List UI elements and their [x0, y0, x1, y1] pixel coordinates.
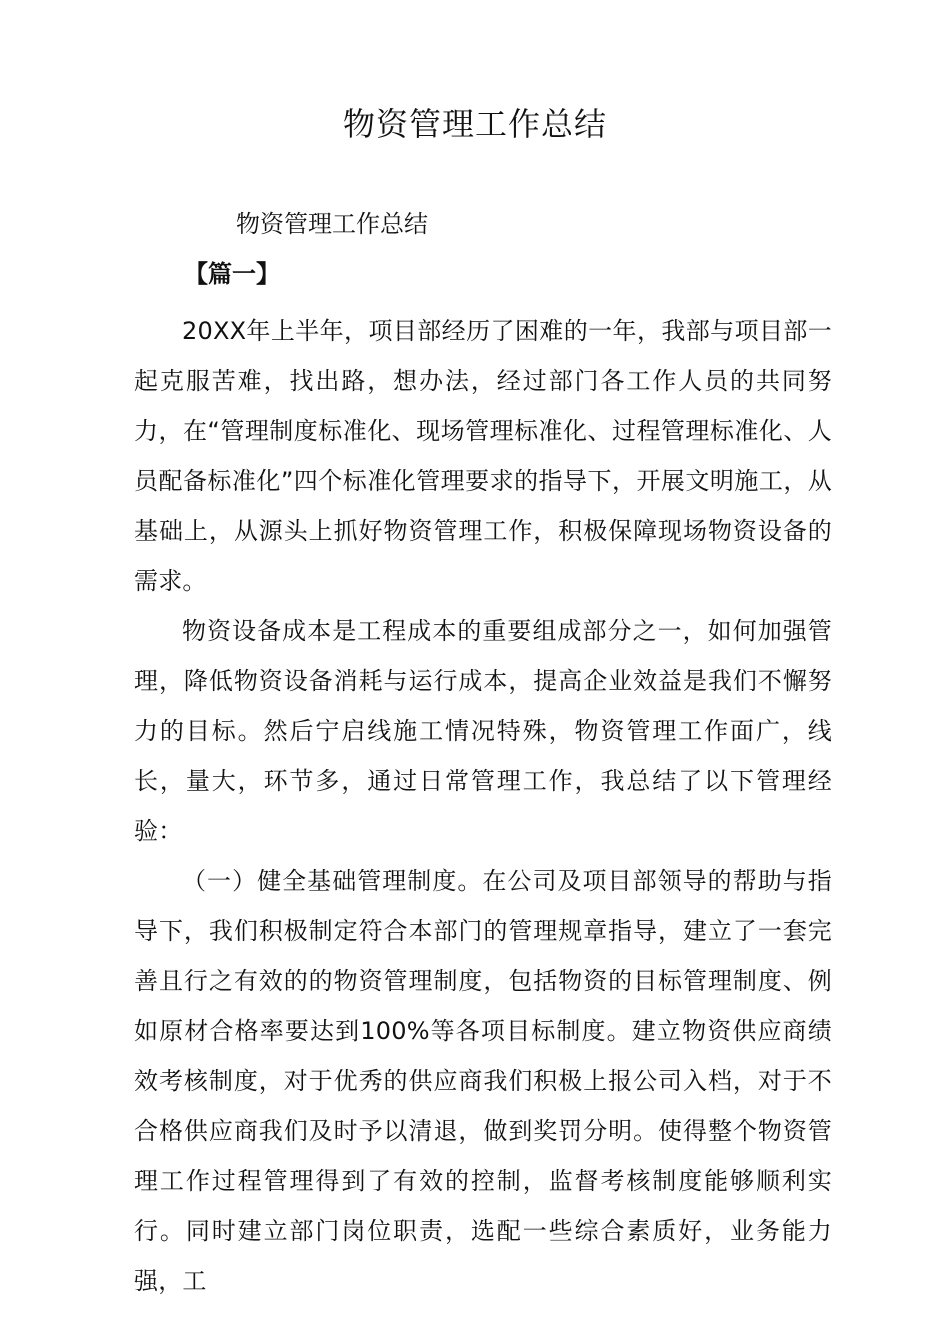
document-subtitle: 物资管理工作总结 [236, 210, 428, 238]
document-title: 物资管理工作总结 [342, 105, 607, 143]
section-label: 【篇一】 [184, 260, 280, 288]
paragraph-3: （一）健全基础管理制度。在公司及项目部领导的帮助与指导下，我们积极制定符合本部门的管理规章指导，建立了一套完善且行之有效的的物资管理制度，包括物资的目标管理制度、例如原材合格率要达到100%等各项目标制度。建立物资供应商绩效考核制度，对于优秀的供应商我们积极上报公司入档，对于不合格供应商我们及时予以清退，做到奖罚分明。使得整个物资管理工作过程管理得到了有效的控制，监督考核制度能够顺利实行。同时建立部门岗位职责，选配一些综合素质好，业务能力强，工 [134, 867, 832, 1295]
document-body [134, 306, 832, 1306]
paragraph-1: 20XX年上半年，项目部经历了困难的一年，我部与项目部一起克服苦难，找出路，想办法，经过部门各工作人员的共同努力，在“管理制度标准化、现场管理标准化、过程管理标准化、人员配备标准化”四个标准化管理要求的指导下，开展文明施工，从基础上，从源头上抓好物资管理工作，积极保障现场物资设备的需求。 [134, 317, 832, 595]
paragraph-2: 物资设备成本是工程成本的重要组成部分之一，如何加强管理，降低物资设备消耗与运行成本，提高企业效益是我们不懈努力的目标。然后宁启线施工情况特殊，物资管理工作面广，线长，量大，环节多，通过日常管理工作，我总结了以下管理经验： [134, 617, 832, 845]
